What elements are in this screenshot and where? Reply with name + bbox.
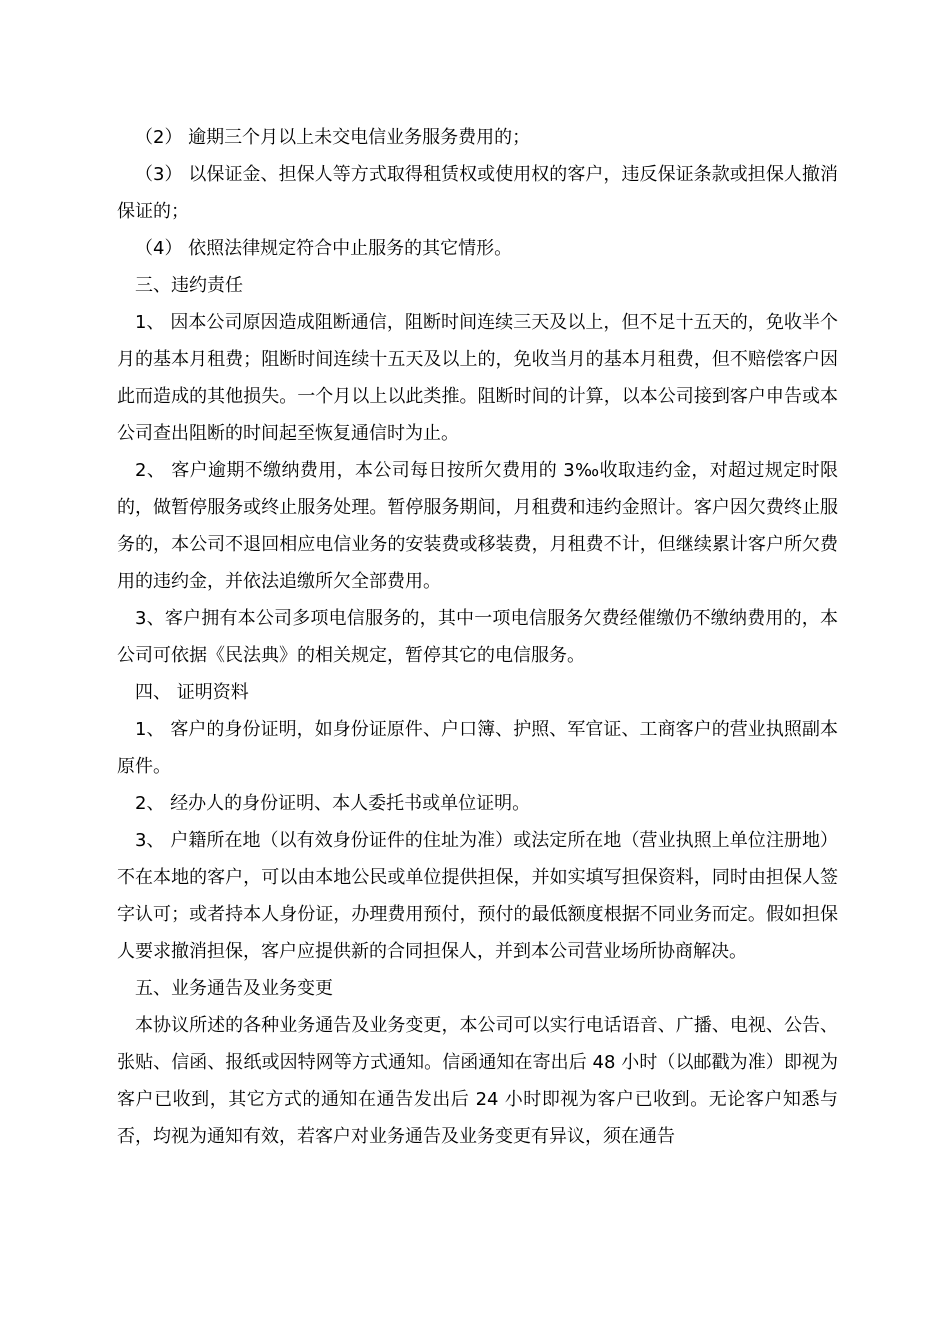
documents-item-1: 1、 客户的身份证明，如身份证原件、户口簿、护照、军官证、工商客户的营业执照副本原件。 bbox=[117, 719, 838, 777]
liability-item-3: 3、客户拥有本公司多项电信服务的，其中一项电信服务欠费经催缴仍不缴纳费用的，本公司可依据《民法典》的相关规定，暂停其它的电信服务。 bbox=[117, 608, 838, 666]
liability-item-1: 1、 因本公司原因造成阻断通信，阻断时间连续三天及以上，但不足十五天的，免收半个月的基本月租费；阻断时间连续十五天及以上的，免收当月的基本月租费，但不赔偿客户因此而造成的其他损失。一个月以上以此类推。阻断时间的计算，以本公司接到客户申告或本公司查出阻断的时间起至恢复通信时为止。 bbox=[117, 312, 838, 444]
section-heading-notices: 五、业务通告及业务变更 bbox=[135, 978, 333, 999]
clause-3-guarantee: （3） 以保证金、担保人等方式取得租赁权或使用权的客户，违反保证条款或担保人撤消保证的； bbox=[117, 164, 838, 222]
section-heading-liability: 三、违约责任 bbox=[135, 275, 243, 296]
document-body bbox=[117, 119, 838, 1155]
clause-4-legal: （4） 依照法律规定符合中止服务的其它情形。 bbox=[135, 238, 513, 259]
notices-paragraph: 本协议所述的各种业务通告及业务变更，本公司可以实行电话语音、广播、电视、公告、张贴、信函、报纸或因特网等方式通知。信函通知在寄出后 48 小时（以邮戳为准）即视为客户已收到，其它方式的通知在通告发出后 24 小时即视为客户已收到。无论客户知悉与否，均视为通知有效，若客户对业务通告及业务变更有异议，须在通告 bbox=[117, 1015, 838, 1147]
clause-2-overdue: （2） 逾期三个月以上未交电信业务服务费用的； bbox=[135, 127, 531, 148]
section-heading-documents: 四、 证明资料 bbox=[135, 682, 249, 703]
documents-item-3: 3、 户籍所在地（以有效身份证件的住址为准）或法定所在地（营业执照上单位注册地）不在本地的客户，可以由本地公民或单位提供担保，并如实填写担保资料，同时由担保人签字认可；或者持本人身份证，办理费用预付，预付的最低额度根据不同业务而定。假如担保人要求撤消担保，客户应提供新的合同担保人，并到本公司营业场所协商解决。 bbox=[117, 830, 838, 962]
documents-item-2: 2、 经办人的身份证明、本人委托书或单位证明。 bbox=[135, 793, 531, 814]
liability-item-2: 2、 客户逾期不缴纳费用，本公司每日按所欠费用的 3‰收取违约金，对超过规定时限的，做暂停服务或终止服务处理。暂停服务期间，月租费和违约金照计。客户因欠费终止服务的，本公司不退回相应电信业务的安装费或移装费，月租费不计，但继续累计客户所欠费用的违约金，并依法追缴所欠全部费用。 bbox=[117, 460, 838, 592]
